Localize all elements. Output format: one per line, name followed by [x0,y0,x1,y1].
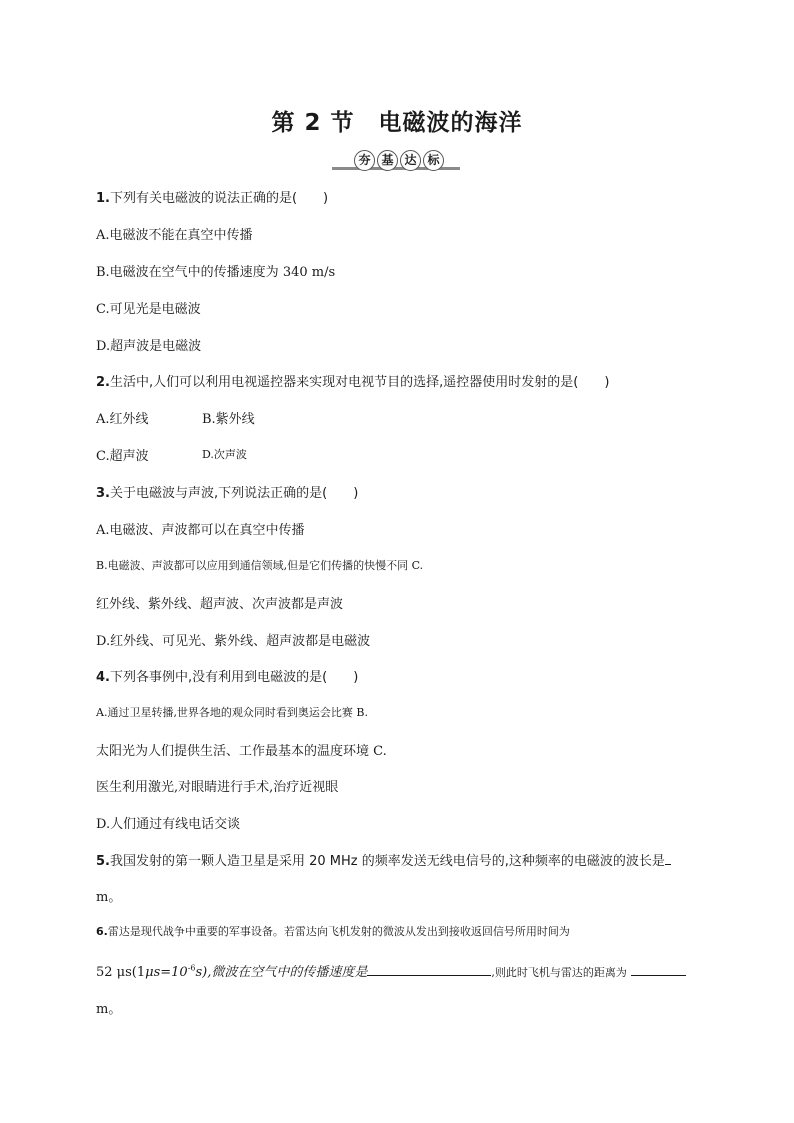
section-badge [332,150,460,174]
question-6 [96,923,570,939]
question-stem: 雷达是现代战争中重要的军事设备。若雷达向飞机发射的微波从发出到接收返回信号所用时间为 [107,925,570,938]
time-value: 52 μs(1 [96,965,146,980]
badge-char: 标 [423,150,444,171]
question-number: 3. [96,486,110,501]
badge-char: 基 [377,150,398,171]
question-stem: 生活中,人们可以利用电视遥控器来实现对电视节目的选择,遥控器使用时发射的是( ) [109,375,610,390]
option-c: C.超声波 [96,449,149,464]
option-d: D.红外线、可见光、紫外线、超声波都是电磁波 [96,634,371,649]
speed-answer-blank[interactable] [367,963,491,976]
option-b: 太阳光为人们提供生活、工作最基本的温度环境 C. [96,744,387,759]
option-c: 红外线、紫外线、超声波、次声波都是声波 [96,597,344,612]
option-d: D.次声波 [202,448,247,461]
option-c: C.可见光是电磁波 [96,302,201,317]
option-b: B.电磁波在空气中的传播速度为 340 m/s [96,265,336,280]
question-number: 1. [96,191,110,206]
distance-answer-blank[interactable] [631,963,686,976]
option-a: A.电磁波不能在真空中传播 [96,228,253,243]
option-a: A.红外线 [96,412,149,427]
question-number: 6. [96,925,108,938]
option-a: A.通过卫星转播,世界各地的观众同时看到奥运会比赛 B. [96,706,369,719]
question-tail: m。 [96,890,122,905]
question-stem: 下列有关电磁波的说法正确的是( ) [109,191,329,206]
question-stem: 下列各事例中,没有利用到电磁波的是( ) [109,670,359,685]
badge-char: 达 [400,150,421,171]
question-number: 2. [96,375,110,390]
question-6-line-2 [96,961,686,980]
answer-blank[interactable] [665,852,671,865]
option-a: A.电磁波、声波都可以在真空中传播 [96,523,305,538]
question-4 [96,666,358,685]
question-number: 5. [96,854,110,869]
question-number: 4. [96,670,110,685]
option-b: B.电磁波、声波都可以应用到通信领域,但是它们传播的快慢不同 C. [96,559,424,572]
question-5 [96,850,671,869]
page-title: 第 2 节 电磁波的海洋 [271,110,523,136]
question-2 [96,371,609,390]
option-c: 医生利用激光,对眼睛进行手术,治疗近视眼 [96,780,339,795]
question-stem: 我国发射的第一颗人造卫星是采用 20 MHz 的频率发送无线电信号的,这种频率的电磁波的波长是 [109,854,665,869]
unit-conversion: μs=10 [145,965,188,980]
option-d: D.超声波是电磁波 [96,339,202,354]
question-3 [96,482,358,501]
badge-char: 夯 [354,150,375,171]
question-stem: 关于电磁波与声波,下列说法正确的是( ) [109,486,359,501]
exponent: -6 [187,963,196,973]
question-1 [96,187,328,206]
question-tail: m。 [96,1002,122,1017]
distance-prompt: ,则此时飞机与雷达的距离为 [491,966,627,979]
option-d: D.人们通过有线电话交谈 [96,817,241,832]
option-b: B.紫外线 [202,412,255,427]
unit-s: s),微波在空气中的传播速度是 [195,965,368,980]
